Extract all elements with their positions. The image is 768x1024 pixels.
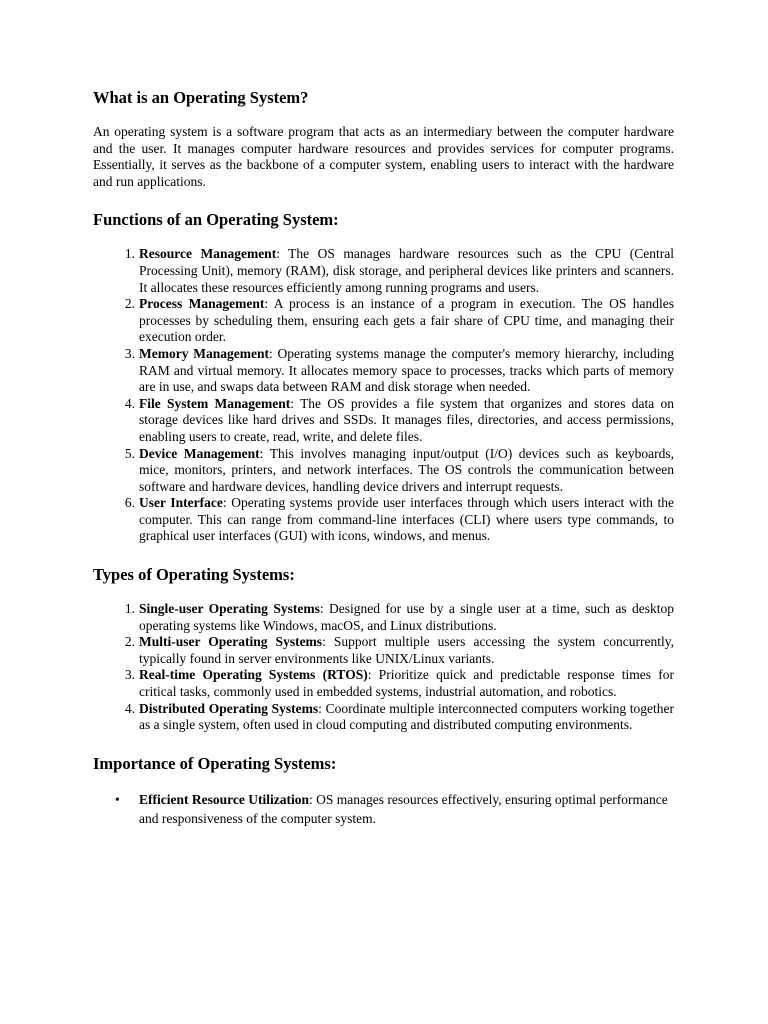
list-number: 5. bbox=[124, 445, 135, 461]
list-item bbox=[93, 446, 674, 496]
types-list bbox=[93, 601, 674, 734]
intro-paragraph: An operating system is a software program that acts as an intermediary between the computer hardware and the user. It manages computer hardware resources and provides services for computer programs. Essentially, it serves as the backbone of a computer system, enabling users to interact with the hardware and run applications. bbox=[93, 124, 674, 189]
list-number: 4. bbox=[124, 395, 135, 411]
list-item bbox=[93, 396, 674, 446]
list-item bbox=[93, 667, 674, 700]
list-term: User Interface bbox=[139, 495, 223, 511]
list-term: Efficient Resource Utilization bbox=[139, 791, 309, 807]
list-item bbox=[93, 790, 674, 829]
list-number: 3. bbox=[124, 345, 135, 361]
importance-heading: Importance of Operating Systems: bbox=[93, 753, 337, 773]
list-number: 3. bbox=[124, 667, 135, 683]
list-text: : The OS provides a file system that organizes and stores data on storage devices like hard drives and SSDs. It manages files, directories, and access permissions, enabling users to create, read, write, and delete files. bbox=[139, 395, 674, 444]
list-text: : Operating systems manage the computer's memory hierarchy, including RAM and virtual memory. It allocates memory space to processes, tracks which parts of memory are in use, and swaps data between RAM and disk storage when needed. bbox=[139, 345, 674, 395]
list-item bbox=[93, 634, 674, 667]
list-number: 6. bbox=[124, 495, 135, 511]
list-term: Real-time Operating Systems (RTOS) bbox=[139, 667, 368, 683]
list-number: 1. bbox=[124, 601, 135, 617]
list-term: Device Management bbox=[139, 445, 260, 461]
list-text: : A process is an instance of a program in execution. The OS handles processes by scheduling them, ensuring each gets a fair share of CPU time, and managing their execution order. bbox=[139, 296, 674, 345]
list-term: Distributed Operating Systems bbox=[139, 700, 319, 716]
list-number: 1. bbox=[124, 246, 135, 262]
list-item bbox=[93, 346, 674, 396]
list-term: Process Management bbox=[139, 296, 265, 312]
list-text: : Support multiple users accessing the system concurrently, typically found in server environments like UNIX/Linux variants. bbox=[139, 634, 674, 666]
list-number: 2. bbox=[124, 634, 135, 650]
list-text: : Prioritize quick and predictable response times for critical tasks, commonly used in embedded systems, industrial automation, and robotics. bbox=[139, 667, 674, 700]
document-content bbox=[93, 87, 674, 829]
list-item bbox=[93, 296, 674, 346]
list-term: File System Management bbox=[139, 395, 291, 411]
list-text: : This involves managing input/output (I/O) devices such as keyboards, mice, monitors, printers, and network interfaces. The OS controls the communication between software and hardware devices, handling device drivers and interrupt requests. bbox=[139, 445, 675, 494]
list-number: 4. bbox=[124, 700, 135, 716]
list-item bbox=[93, 601, 674, 634]
list-item bbox=[93, 246, 674, 296]
page-title: What is an Operating System? bbox=[93, 88, 309, 107]
list-term: Resource Management bbox=[139, 246, 277, 262]
list-text: : OS manages resources effectively, ensuring optimal performance and responsiveness of the computer system. bbox=[139, 791, 668, 827]
functions-list bbox=[93, 246, 674, 545]
list-term: Memory Management bbox=[139, 345, 269, 361]
list-text: : Coordinate multiple interconnected computers working together as a single system, often used in cloud computing and distributed computing environments. bbox=[139, 700, 675, 733]
list-item bbox=[93, 701, 674, 734]
importance-list bbox=[93, 790, 674, 829]
list-item bbox=[93, 495, 674, 545]
functions-heading: Functions of an Operating System: bbox=[93, 210, 339, 230]
types-heading: Types of Operating Systems: bbox=[93, 565, 295, 585]
list-text: : The OS manages hardware resources such as the CPU (Central Processing Unit), memory (RAM), disk storage, and peripheral devices like printers and scanners. It allocates these resources efficiently among running programs and users. bbox=[139, 246, 674, 295]
list-term: Single-user Operating Systems bbox=[139, 601, 320, 617]
bullet-icon: • bbox=[115, 791, 120, 807]
list-text: : Designed for use by a single user at a time, such as desktop operating systems like Windows, macOS, and Linux distributions. bbox=[139, 601, 674, 633]
list-number: 2. bbox=[124, 296, 135, 312]
list-text: : Operating systems provide user interfaces through which users interact with the computer. This can range from command-line interfaces (CLI) where users type commands, to graphical user interfaces (GUI) with icons, windows, and menus. bbox=[139, 495, 674, 544]
list-term: Multi-user Operating Systems bbox=[139, 634, 323, 650]
